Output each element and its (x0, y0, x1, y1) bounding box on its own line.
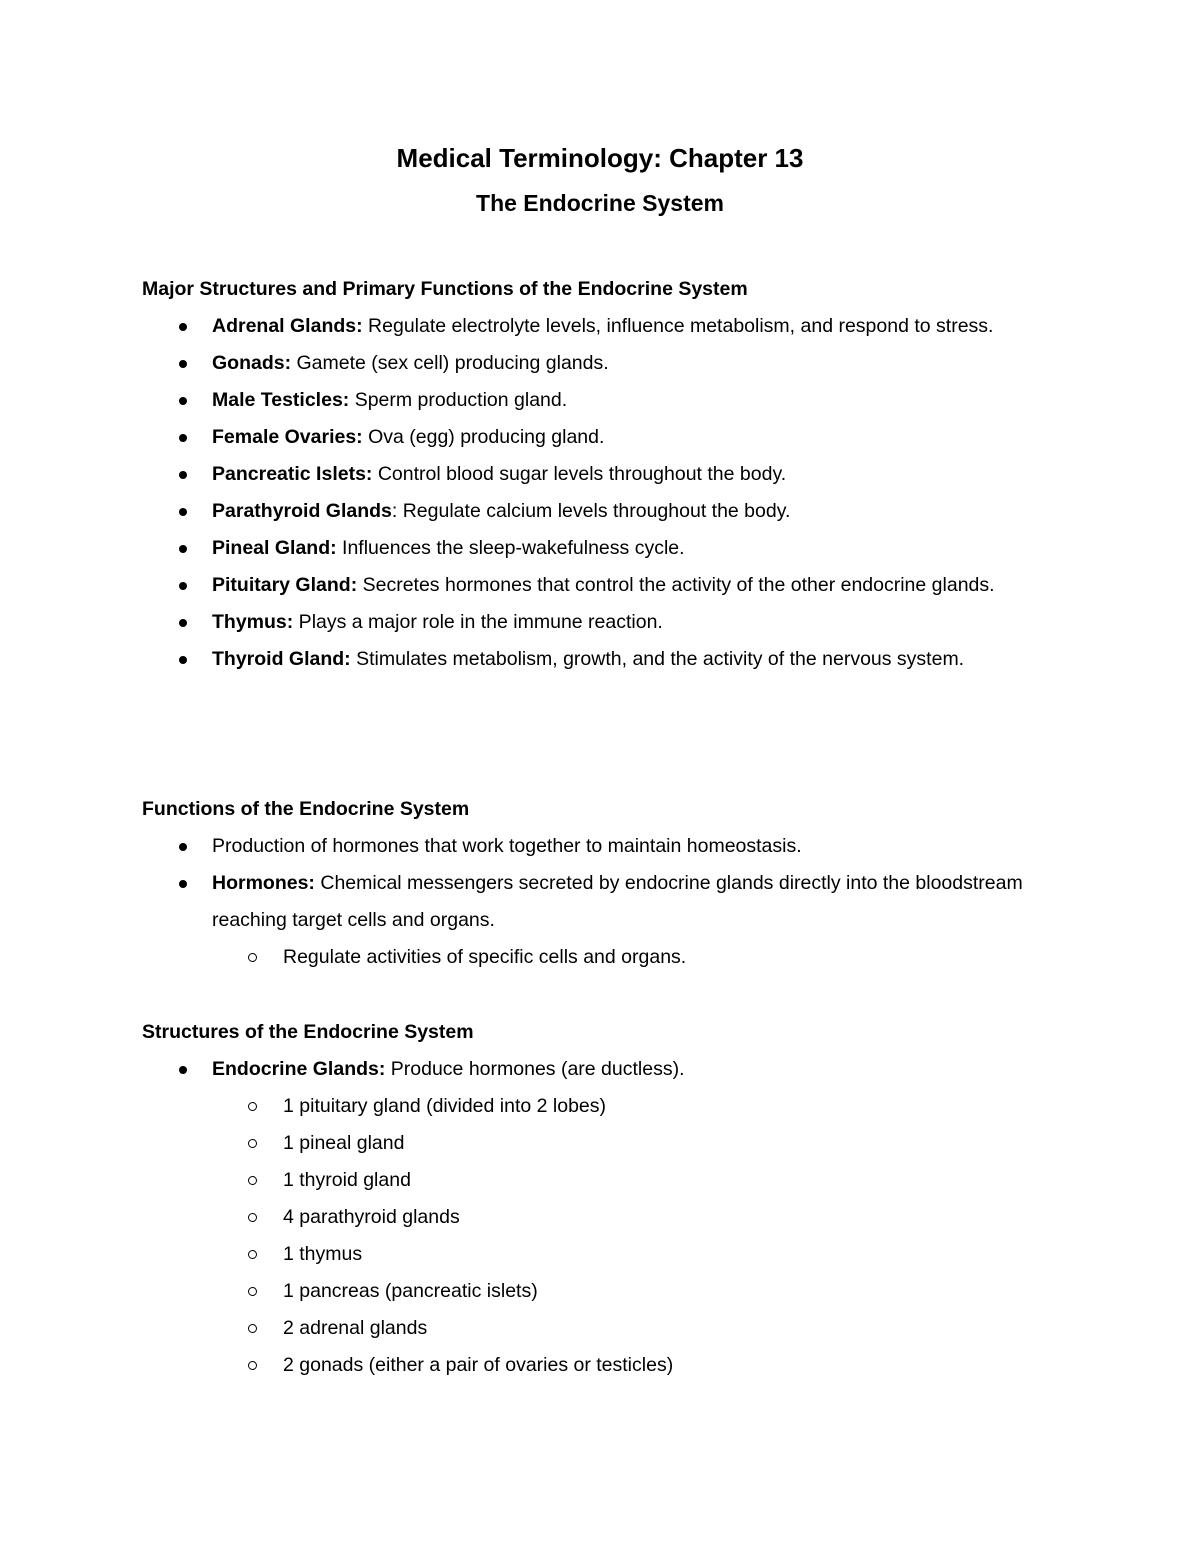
sub-item-text: 1 pancreas (pancreatic islets) (283, 1280, 538, 1302)
list-item (142, 641, 1082, 678)
list-item (142, 382, 1082, 419)
list-item (142, 345, 1082, 382)
sub-item-text: 2 gonads (either a pair of ovaries or testicles) (283, 1354, 674, 1376)
list-item (142, 456, 1082, 493)
term-label: Thyroid Gland: (212, 648, 351, 670)
list-item (142, 1051, 1082, 1088)
sub-list-item (142, 1273, 1082, 1310)
sub-list-item (142, 1162, 1082, 1199)
term-definition: Regulate electrolyte levels, influence metabolism, and respond to stress. (362, 315, 994, 337)
bullet-list (142, 308, 1082, 678)
term-definition: Control blood sugar levels throughout the body. (372, 463, 787, 485)
bullet-list (142, 828, 1082, 976)
sub-item-text: 2 adrenal glands (283, 1317, 428, 1339)
bullet-disc-icon (179, 493, 187, 530)
sub-item-text: 1 pineal gland (283, 1132, 405, 1154)
sub-list-item (142, 1347, 1082, 1384)
section-heading: Structures of the Endocrine System (142, 1021, 474, 1043)
sub-item-text: 1 thymus (283, 1243, 363, 1265)
bullet-disc-icon (179, 1051, 187, 1088)
list-item (142, 828, 1082, 865)
term-label: Parathyroid Glands (212, 500, 392, 522)
section-heading: Functions of the Endocrine System (142, 798, 470, 820)
bullet-disc-icon (179, 604, 187, 641)
bullet-disc-icon (179, 456, 187, 493)
list-item (142, 308, 1082, 345)
term-label: Pituitary Gland: (212, 574, 358, 596)
term-label: Gonads: (212, 352, 292, 374)
term-definition: Sperm production gland. (349, 389, 568, 411)
term-definition: Stimulates metabolism, growth, and the activity of the nervous system. (350, 648, 965, 670)
bullet-circle-icon (248, 1273, 257, 1310)
list-item (142, 530, 1082, 567)
sub-item-text: 1 pituitary gland (divided into 2 lobes) (283, 1095, 607, 1117)
sub-item-text: 4 parathyroid glands (283, 1206, 460, 1228)
page-subtitle: The Endocrine System (476, 190, 724, 216)
list-item (142, 419, 1082, 456)
bullet-circle-icon (248, 939, 257, 976)
sub-list-item (142, 939, 1082, 976)
bullet-disc-icon (179, 308, 187, 345)
bullet-circle-icon (248, 1162, 257, 1199)
bullet-disc-icon (179, 865, 187, 902)
list-item (142, 567, 1082, 604)
term-label: Female Ovaries: (212, 426, 363, 448)
section-major-structures (142, 271, 1082, 678)
section-heading: Major Structures and Primary Functions of the Endocrine System (142, 278, 748, 300)
list-item (142, 493, 1082, 530)
bullet-list (142, 1051, 1082, 1384)
term-definition: : Regulate calcium levels throughout the body. (391, 500, 791, 522)
term-definition: Ova (egg) producing gland. (362, 426, 605, 448)
bullet-circle-icon (248, 1236, 257, 1273)
bullet-disc-icon (179, 567, 187, 604)
sub-item-text: Regulate activities of specific cells and organs. (283, 946, 687, 968)
sub-list-item (142, 1199, 1082, 1236)
term-definition: Produce hormones (are ductless). (385, 1058, 685, 1080)
bullet-disc-icon (179, 828, 187, 865)
term-definition: Chemical messengers secreted by endocrine glands directly into the bloodstream reaching target cells and organs. (212, 872, 1023, 931)
term-definition: Gamete (sex cell) producing glands. (291, 352, 609, 374)
term-label: Endocrine Glands: (212, 1058, 386, 1080)
term-definition: Plays a major role in the immune reaction. (293, 611, 663, 633)
sub-list-item (142, 1310, 1082, 1347)
sub-list-item (142, 1125, 1082, 1162)
bullet-disc-icon (179, 345, 187, 382)
section-functions (142, 791, 1082, 976)
bullet-circle-icon (248, 1347, 257, 1384)
list-item (142, 865, 1082, 939)
list-item (142, 604, 1082, 641)
section-structures (142, 1014, 1082, 1384)
sub-list-item (142, 1236, 1082, 1273)
bullet-disc-icon (179, 419, 187, 456)
term-definition: Secretes hormones that control the activity of the other endocrine glands. (357, 574, 995, 596)
page-title: Medical Terminology: Chapter 13 (396, 143, 804, 173)
term-label: Pancreatic Islets: (212, 463, 373, 485)
term-definition: Production of hormones that work together to maintain homeostasis. (212, 835, 802, 857)
term-label: Hormones: (212, 872, 315, 894)
bullet-disc-icon (179, 641, 187, 678)
bullet-circle-icon (248, 1125, 257, 1162)
bullet-disc-icon (179, 382, 187, 419)
term-label: Adrenal Glands: (212, 315, 363, 337)
term-label: Male Testicles: (212, 389, 350, 411)
bullet-circle-icon (248, 1088, 257, 1125)
term-definition: Influences the sleep-wakefulness cycle. (336, 537, 685, 559)
term-label: Thymus: (212, 611, 294, 633)
term-label: Pineal Gland: (212, 537, 337, 559)
bullet-circle-icon (248, 1310, 257, 1347)
bullet-circle-icon (248, 1199, 257, 1236)
bullet-disc-icon (179, 530, 187, 567)
sub-list-item (142, 1088, 1082, 1125)
sub-item-text: 1 thyroid gland (283, 1169, 411, 1191)
